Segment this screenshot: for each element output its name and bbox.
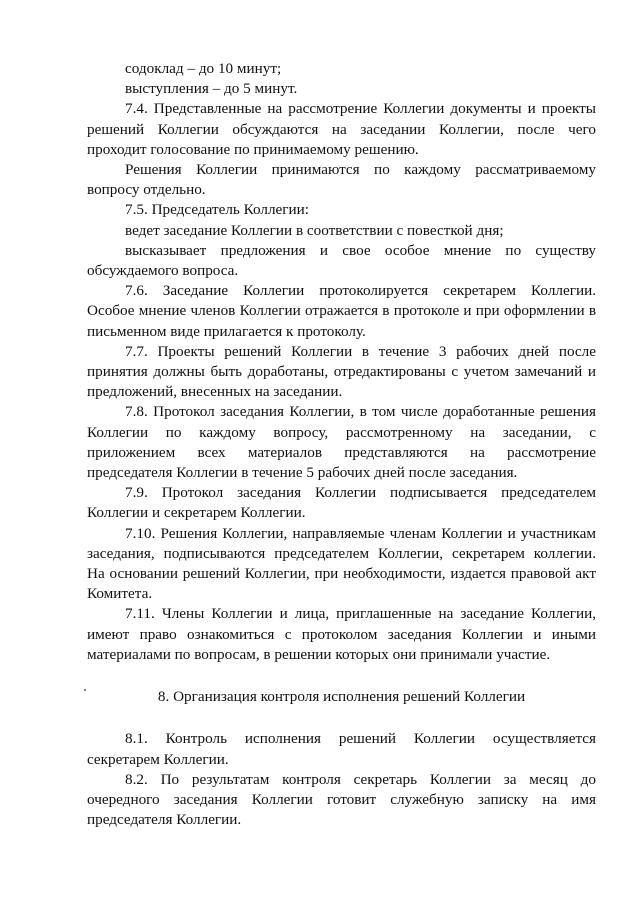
paragraph-7-6-line: письменном виде прилагается к протоколу. bbox=[87, 322, 366, 340]
paragraph-7-11-line: имеют право ознакомиться с протоколом заседания Коллегии и иными bbox=[87, 625, 596, 643]
paragraph-7-5-line: обсуждаемого вопроса. bbox=[87, 262, 239, 280]
paragraph-7-11-line: 7.11. Члены Коллегии и лица, приглашенные на заседание Коллегии, bbox=[125, 605, 596, 623]
paragraph-7-5-line: 7.5. Председатель Коллегии: bbox=[125, 201, 309, 219]
section-8-heading: 8. Организация контроля исполнения решений Коллегии bbox=[157, 688, 526, 706]
scan-speck bbox=[84, 689, 86, 691]
paragraph-8-2-line: очередного заседания Коллегии готовит служебную записку на имя bbox=[87, 790, 596, 808]
paragraph-7-10-line: заседания, подписываются председателем Коллегии, секретарем коллегии. bbox=[87, 544, 596, 562]
paragraph-7-9-line: Коллегии и секретарем Коллегии. bbox=[87, 504, 306, 522]
paragraph-7-6-line: 7.6. Заседание Коллегии протоколируется секретарем Коллегии. bbox=[125, 282, 596, 300]
paragraph-7-10-line: Комитета. bbox=[87, 585, 153, 603]
paragraph-8-2-line: 8.2. По результатам контроля секретарь Коллегии за месяц до bbox=[125, 770, 596, 788]
paragraph-7-6-line: Особое мнение членов Коллегии отражается в протоколе и при оформлении в bbox=[87, 302, 596, 320]
paragraph-8-2-line: председателя Коллегии. bbox=[87, 811, 242, 829]
paragraph-8-1-line: 8.1. Контроль исполнения решений Коллегии осуществляется bbox=[125, 730, 596, 748]
paragraph-7-10-line: 7.10. Решения Коллегии, направляемые членам Коллегии и участникам bbox=[125, 524, 596, 542]
paragraph-decisions-line: Решения Коллегии принимаются по каждому рассматриваемому bbox=[125, 161, 596, 179]
paragraph-7-7-line: принятия должны быть доработаны, отредактированы с учетом замечаний и bbox=[87, 363, 596, 381]
paragraph-decisions-line: вопросу отдельно. bbox=[87, 181, 206, 199]
paragraph-8-1-line: секретарем Коллегии. bbox=[87, 750, 229, 768]
paragraph-7-4-line: 7.4. Представленные на рассмотрение Коллегии документы и проекты bbox=[125, 100, 596, 118]
paragraph-7-5-line: высказывает предложения и свое особое мнение по существу bbox=[125, 241, 596, 259]
paragraph-7-10-line: На основании решений Коллегии, при необходимости, издается правовой акт bbox=[87, 565, 596, 583]
paragraph-7-8-line: председателя Коллегии в течение 5 рабочих дней после заседания. bbox=[87, 464, 518, 482]
paragraph-7-7-line: 7.7. Проекты решений Коллегии в течение 3 рабочих дней после bbox=[125, 342, 596, 360]
paragraph-7-4-line: решений Коллегии обсуждаются на заседании Коллегии, после чего bbox=[87, 120, 596, 138]
paragraph-7-8-line: приложением всех материалов представляются на рассмотрение bbox=[87, 443, 596, 461]
paragraph-7-8-line: Коллегии по каждому вопросу, рассмотренному на заседании, с bbox=[87, 423, 596, 441]
text-line: содоклад – до 10 минут; bbox=[125, 60, 282, 77]
document-body bbox=[87, 59, 596, 830]
paragraph-7-7-line: предложений, внесенных на заседании. bbox=[87, 383, 343, 401]
paragraph-7-8-line: 7.8. Протокол заседания Коллегии, в том числе доработанные решения bbox=[125, 403, 596, 421]
paragraph-7-4-line: проходит голосование по принимаемому решению. bbox=[87, 140, 419, 158]
paragraph-7-11-line: материалами по вопросам, в решении которых они принимали участие. bbox=[87, 645, 551, 663]
text-line: выступления – до 5 минут. bbox=[125, 80, 298, 98]
paragraph-7-5-line: ведет заседание Коллегии в соответствии с повесткой дня; bbox=[125, 221, 504, 239]
paragraph-7-9-line: 7.9. Протокол заседания Коллегии подписывается председателем bbox=[125, 484, 596, 502]
